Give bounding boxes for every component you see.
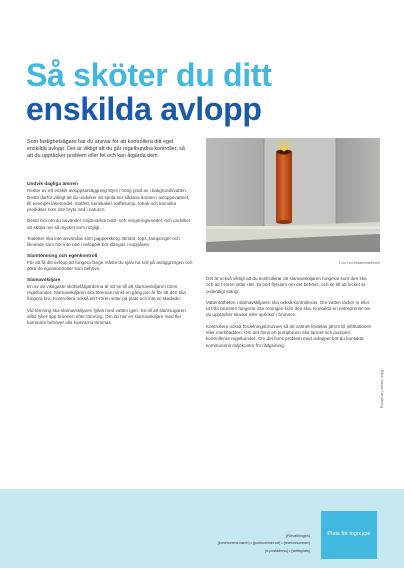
body-paragraph: En av de viktigaste skötselåtgärderna är att se till att slamavskiljaren töms regelbundet. Slamavskiljaren ska tömmas minst en gång per år för att den ska fungera bra. Kontrollera också att t-rören sitter på plats och inte är skadade. [27,283,186,302]
septic-tank-photo [206,138,380,252]
intro-paragraph: Som fastighetsägare har du ansvar för att kontrollera ditt eget enskilda avlopp. Det är viktigt att du går regelbundna kontroller, så att du upptäcker problem eller fel och kan åtgärda dem. [27,139,185,160]
footer-contact-line: (kommunens namn) • (postnummer ort) • (telefonnummer) [217,541,310,546]
footer-contact [140,533,310,555]
footer-contact-line: (Förvaltningen) [285,534,310,538]
title-line-2: enskilda avlopp [26,91,262,127]
title-line-1: Så sköter du ditt [26,57,272,93]
logo-placeholder [321,511,377,559]
body-paragraph: Rester av ett enskilt avloppsanläggning styrs i höög grad av i bakgrundsvatten. Desto darfor viktigt att du undviker att spola ner sådana ämnen i avloppsvattnet, till exempel läkemedel, matfett, kemikalier, kaffesump, tobak och kemiska produkter som inte bryts ned i naturen. [27,188,190,213]
photo-caption: T-rör i en trekammarbrunn [338,261,380,265]
body-paragraph: Desto bra om du använder miljömärkta tvätt- och rengöringsmedel, och undviker att skölja ner så mycket som möjligt. [27,218,191,230]
body-paragraph: För att få ditt avlopp att fungera länge måste du själv ha koll på anläggningen och göra de egenkontroller som behövs. [27,259,193,272]
body-paragraph: Vattentätheten i slamavskiljaren ska också kontrolleras. Om vatten läcker in eller ut från brunnen fungerar inte reningen som den ska. Kontakta en entreprenör om du upptäcker skador eller sprickor i brunnen. [206,299,371,318]
section-heading: Slamavskiljare [27,277,61,283]
body-paragraph: Vid tömning ska slamavskiljaren fyllas med vatten igen. Se till att slamsugaren alltid fyller upp brunnen efter tömning. Om du har en slamavskiljare med fler kammare behöver alla kamrarna tömmas. [27,307,186,326]
septic-tank-illustration [206,138,380,252]
body-paragraph: Kontrollera också fördelningsbrunnen så att vattnet fördelas jämnt till infiltrationen eller markbädden. Om det finns en pumpbrunn ska larmet och pumpen kontrolleras regelbundet. Om det finns problem med avloppet bör du kontakta kommunens miljökontor för rådgivning. [206,323,372,348]
body-paragraph: Toaletter ska inte användas som papperskorg. Bindor, tops, tamponger och liknande som hör inte ned i avloppet bör slängas i soppåsen. [27,236,180,248]
footer-contact-line: (e-postadress) • (webbplats) [265,548,310,553]
body-column-left [27,182,193,332]
body-column-right [206,276,374,354]
body-paragraph: Det är också viktigt att du kontrollerar att slamavskiljaren fungerar som den ska och att t-rören sitter rätt. Ta bort flytslam om det behövs, och se till att locket är ordentligt stängt. [206,276,367,294]
section-heading: Slamtömning och egenkontroll [27,253,98,259]
section-heading: Undvik dagliga ämnen [27,182,78,187]
logo-placeholder-label: Plats för logotype [327,531,371,538]
photo-credit-vertical: Bild: Johan Landberg [380,370,385,408]
